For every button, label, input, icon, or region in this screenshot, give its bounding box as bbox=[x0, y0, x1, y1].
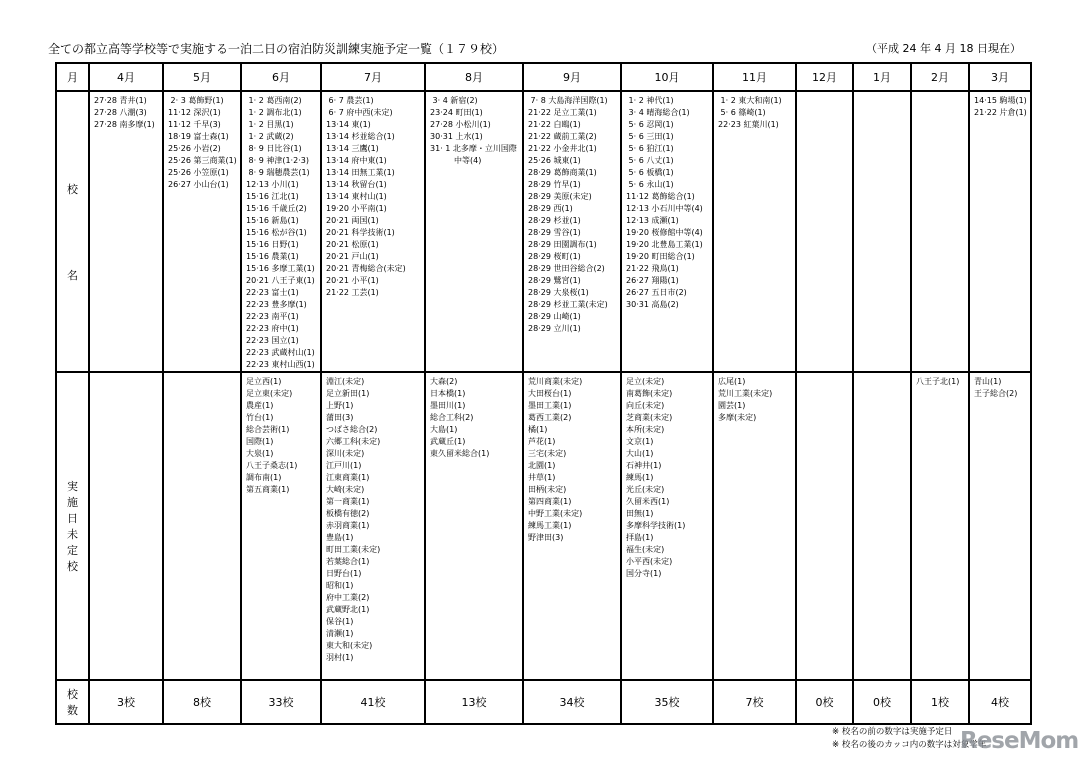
label-char: 数 bbox=[67, 704, 78, 717]
school-entry: 22·23 府中(1) bbox=[246, 324, 299, 333]
school-entry: 21·22 飛鳥(1) bbox=[626, 264, 679, 273]
school-entry: 5· 6 板橋(1) bbox=[626, 168, 674, 177]
school-entry: 多摩科学技術(1) bbox=[626, 521, 686, 530]
scheduled-cell bbox=[969, 91, 1031, 372]
school-entry: 農産(1) bbox=[246, 401, 274, 410]
school-entry: 25·26 城東(1) bbox=[528, 156, 581, 165]
scheduled-cell bbox=[796, 91, 853, 372]
school-entry: 府中工業(2) bbox=[326, 593, 370, 602]
school-list bbox=[912, 92, 968, 95]
school-entry: 1· 2 神代(1) bbox=[626, 96, 674, 105]
school-entry: つばさ総合(2) bbox=[326, 425, 378, 434]
school-entry: 江東商業(1) bbox=[326, 473, 370, 482]
school-entry: 20·21 青梅総合(未定) bbox=[326, 264, 406, 273]
label-char: 施 bbox=[67, 496, 78, 509]
school-entry: 芝商業(未定) bbox=[626, 413, 673, 422]
school-entry: 22·23 豊多摩(1) bbox=[246, 300, 307, 309]
school-entry: 8· 9 瑞穂農芸(1) bbox=[246, 168, 310, 177]
school-count: 1校 bbox=[911, 680, 969, 724]
scheduled-cell bbox=[241, 91, 321, 372]
school-entry: 六郷工科(未定) bbox=[326, 437, 381, 446]
school-entry: 調布南(1) bbox=[246, 473, 282, 482]
month-header: 2月 bbox=[911, 63, 969, 91]
label-char: 名 bbox=[67, 268, 78, 282]
school-entry: 11·12 深沢(1) bbox=[168, 108, 221, 117]
school-entry: 1· 2 東大和南(1) bbox=[718, 96, 782, 105]
school-entry: 多摩(未定) bbox=[718, 413, 757, 422]
school-entry: 第五商業(1) bbox=[246, 485, 290, 494]
school-entry: 拝島(1) bbox=[626, 533, 654, 542]
school-entry: 2· 3 葛飾野(1) bbox=[168, 96, 224, 105]
school-entry: 大泉(1) bbox=[246, 449, 274, 458]
school-entry: 橘(1) bbox=[528, 425, 548, 434]
school-entry: 光丘(未定) bbox=[626, 485, 665, 494]
school-list bbox=[524, 92, 620, 335]
school-entry: 竹台(1) bbox=[246, 413, 274, 422]
school-list bbox=[622, 373, 712, 580]
school-entry: 南葛飾(未定) bbox=[626, 389, 673, 398]
school-list bbox=[426, 373, 522, 460]
school-entry: 28·29 桜町(1) bbox=[528, 252, 581, 261]
month-header: 3月 bbox=[969, 63, 1031, 91]
school-entry: 21·22 小金井北(1) bbox=[528, 144, 597, 153]
school-list bbox=[242, 92, 320, 371]
school-entry: 1· 2 武蔵(2) bbox=[246, 132, 294, 141]
school-entry: 足立東(未定) bbox=[246, 389, 293, 398]
school-entry: 13·14 府中東(1) bbox=[326, 156, 387, 165]
school-entry: 15·16 農業(1) bbox=[246, 252, 299, 261]
school-list bbox=[322, 92, 424, 299]
label-char: 校 bbox=[67, 688, 78, 701]
school-entry: 21·22 工芸(1) bbox=[326, 288, 379, 297]
month-label: 月 bbox=[56, 63, 89, 91]
school-entry: 8· 9 神津(1·2·3) bbox=[246, 156, 309, 165]
school-entry: 福生(未定) bbox=[626, 545, 665, 554]
scheduled-label bbox=[56, 91, 89, 372]
school-entry: 赤羽商業(1) bbox=[326, 521, 370, 530]
school-entry: 上野(1) bbox=[326, 401, 354, 410]
school-entry: 28·29 葛飾商業(1) bbox=[528, 168, 597, 177]
school-entry: 井草(1) bbox=[528, 473, 556, 482]
school-entry: 三宅(未定) bbox=[528, 449, 567, 458]
document-title: 全ての都立高等学校等で実施する一泊二日の宿泊防災訓練実施予定一覧（１７９校） bbox=[48, 42, 505, 56]
school-entry: 28·29 大泉桜(1) bbox=[528, 288, 589, 297]
school-entry: 13·14 秋留台(1) bbox=[326, 180, 387, 189]
undecided-cell bbox=[621, 372, 713, 680]
label-char: 日 bbox=[67, 512, 78, 525]
school-entry: 武蔵丘(1) bbox=[430, 437, 466, 446]
school-entry: 本所(未定) bbox=[626, 425, 665, 434]
scheduled-cell bbox=[621, 91, 713, 372]
school-entry: 31· 1 北多摩・立川国際 bbox=[430, 144, 517, 153]
school-entry: 羽村(1) bbox=[326, 653, 354, 662]
school-entry: 22·23 国立(1) bbox=[246, 336, 299, 345]
scheduled-cell bbox=[713, 91, 796, 372]
school-entry: 日野台(1) bbox=[326, 569, 362, 578]
scheduled-cell bbox=[523, 91, 621, 372]
school-list bbox=[164, 373, 240, 376]
school-entry: 28·29 田園調布(1) bbox=[528, 240, 597, 249]
month-header: 9月 bbox=[523, 63, 621, 91]
school-list bbox=[714, 373, 795, 424]
school-entry: 25·26 小岩(2) bbox=[168, 144, 221, 153]
school-entry: 21·22 白鴎(1) bbox=[528, 120, 581, 129]
school-entry: 5· 6 篠崎(1) bbox=[718, 108, 766, 117]
month-header: 5月 bbox=[163, 63, 241, 91]
school-entry: 5· 6 永山(1) bbox=[626, 180, 674, 189]
school-entry: 19·20 町田総合(1) bbox=[626, 252, 695, 261]
school-entry: 国分寺(1) bbox=[626, 569, 662, 578]
as-of-date: （平成 24 年 4 月 18 日現在） bbox=[866, 42, 1021, 55]
school-entry: 足立新田(1) bbox=[326, 389, 370, 398]
schedule-table bbox=[55, 62, 1032, 725]
school-list bbox=[970, 92, 1030, 119]
school-entry: 田柄(未定) bbox=[528, 485, 567, 494]
school-entry: 大田桜台(1) bbox=[528, 389, 572, 398]
school-entry: 若葉総合(1) bbox=[326, 557, 370, 566]
school-entry: 22·23 紅葉川(1) bbox=[718, 120, 779, 129]
spacer bbox=[57, 197, 88, 267]
school-entry: 28·29 立川(1) bbox=[528, 324, 581, 333]
school-entry: 15·16 新島(1) bbox=[246, 216, 299, 225]
school-count: 34校 bbox=[523, 680, 621, 724]
undecided-cell bbox=[911, 372, 969, 680]
undecided-row bbox=[56, 372, 1031, 680]
school-entry: 11·12 千早(3) bbox=[168, 120, 221, 129]
school-entry: 北園(1) bbox=[528, 461, 556, 470]
footnote: ※ 校名の後のカッコ内の数字は対象学年 bbox=[832, 740, 987, 750]
school-entry: 13·14 三鷹(1) bbox=[326, 144, 379, 153]
school-entry: 8· 9 日比谷(1) bbox=[246, 144, 302, 153]
school-entry: 21·22 蔵前工業(2) bbox=[528, 132, 597, 141]
school-entry: 22·23 武蔵村山(1) bbox=[246, 348, 315, 357]
school-entry: 1· 2 目黒(1) bbox=[246, 120, 294, 129]
school-count: 4校 bbox=[969, 680, 1031, 724]
school-entry: 18·19 富士森(1) bbox=[168, 132, 229, 141]
school-entry: 28·29 竹早(1) bbox=[528, 180, 581, 189]
school-entry: 22·23 富士(1) bbox=[246, 288, 299, 297]
scheduled-cell bbox=[321, 91, 425, 372]
school-entry: 28·29 雪谷(1) bbox=[528, 228, 581, 237]
school-count: 8校 bbox=[163, 680, 241, 724]
school-entry: 21·22 足立工業(1) bbox=[528, 108, 597, 117]
scheduled-row bbox=[56, 91, 1031, 372]
school-entry: 久留米西(1) bbox=[626, 497, 670, 506]
school-entry: 大島(1) bbox=[430, 425, 458, 434]
school-entry: 20·21 両国(1) bbox=[326, 216, 379, 225]
school-entry: 20·21 八王子東(1) bbox=[246, 276, 315, 285]
school-entry: 27·28 南多摩(1) bbox=[94, 120, 155, 129]
school-entry: 広尾(1) bbox=[718, 377, 746, 386]
school-entry: 荒川商業(未定) bbox=[528, 377, 583, 386]
month-header: 11月 bbox=[713, 63, 796, 91]
month-header: 8月 bbox=[425, 63, 523, 91]
school-entry: 深川(未定) bbox=[326, 449, 365, 458]
undecided-cell bbox=[321, 372, 425, 680]
school-entry: 野津田(3) bbox=[528, 533, 564, 542]
school-entry: 中等(4) bbox=[430, 156, 482, 165]
header-row bbox=[56, 63, 1031, 91]
school-entry: 石神井(1) bbox=[626, 461, 662, 470]
school-entry: 20·21 松原(1) bbox=[326, 240, 379, 249]
school-entry: 30·31 上水(1) bbox=[430, 132, 483, 141]
school-entry: 総合工科(2) bbox=[430, 413, 474, 422]
school-list bbox=[622, 92, 712, 311]
school-entry: 26·27 小山台(1) bbox=[168, 180, 229, 189]
school-entry: 1· 2 葛西南(2) bbox=[246, 96, 302, 105]
label-char: 未 bbox=[67, 528, 78, 541]
month-header: 1月 bbox=[853, 63, 911, 91]
school-entry: 大山(1) bbox=[626, 449, 654, 458]
school-entry: 12·13 小石川中等(4) bbox=[626, 204, 703, 213]
school-entry: 東大和(未定) bbox=[326, 641, 373, 650]
school-entry: 28·29 杉並工業(未定) bbox=[528, 300, 608, 309]
school-entry: 町田工業(未定) bbox=[326, 545, 381, 554]
school-entry: 25·26 小笠原(1) bbox=[168, 168, 229, 177]
school-entry: 八王子桑志(1) bbox=[246, 461, 298, 470]
school-entry: 28·29 世田谷総合(2) bbox=[528, 264, 605, 273]
undecided-cell bbox=[163, 372, 241, 680]
school-entry: 25·26 第三商業(1) bbox=[168, 156, 237, 165]
school-entry: 6· 7 府中西(未定) bbox=[326, 108, 393, 117]
school-list bbox=[322, 373, 424, 664]
undecided-cell bbox=[89, 372, 163, 680]
school-entry: 第四商業(1) bbox=[528, 497, 572, 506]
school-entry: 日本橋(1) bbox=[430, 389, 466, 398]
school-entry: 中野工業(未定) bbox=[528, 509, 583, 518]
school-entry: 26·27 翔陽(1) bbox=[626, 276, 679, 285]
school-entry: 小平西(未定) bbox=[626, 557, 673, 566]
undecided-cell bbox=[713, 372, 796, 680]
school-entry: 20·21 小平(1) bbox=[326, 276, 379, 285]
school-entry: 15·16 松が谷(1) bbox=[246, 228, 307, 237]
school-entry: 22·23 東村山西(1) bbox=[246, 360, 315, 369]
undecided-cell bbox=[969, 372, 1031, 680]
school-entry: 練馬(1) bbox=[626, 473, 654, 482]
school-entry: 保谷(1) bbox=[326, 617, 354, 626]
school-entry: 清瀬(1) bbox=[326, 629, 354, 638]
school-entry: 3· 4 新宿(2) bbox=[430, 96, 478, 105]
school-entry: 28·29 西(1) bbox=[528, 204, 573, 213]
school-entry: 昭和(1) bbox=[326, 581, 354, 590]
resemom-logo: ReseMom bbox=[960, 728, 1079, 754]
school-entry: 6· 7 農芸(1) bbox=[326, 96, 374, 105]
school-entry: 30·31 高島(2) bbox=[626, 300, 679, 309]
school-entry: 葛西工業(2) bbox=[528, 413, 572, 422]
school-entry: 28·29 鷺宮(1) bbox=[528, 276, 581, 285]
school-entry: 23·24 町田(1) bbox=[430, 108, 483, 117]
undecided-label bbox=[56, 372, 89, 680]
school-entry: 5· 6 八丈(1) bbox=[626, 156, 674, 165]
school-entry: 27·28 小松川(1) bbox=[430, 120, 491, 129]
school-entry: 13·14 田無工業(1) bbox=[326, 168, 395, 177]
school-entry: 15·16 多摩工業(1) bbox=[246, 264, 315, 273]
school-entry: 向丘(未定) bbox=[626, 401, 665, 410]
school-entry: 総合芸術(1) bbox=[246, 425, 290, 434]
school-entry: 13·14 東村山(1) bbox=[326, 192, 387, 201]
undecided-cell bbox=[241, 372, 321, 680]
school-list bbox=[242, 373, 320, 496]
school-list bbox=[970, 373, 1030, 400]
label-char: 定 bbox=[67, 544, 78, 557]
school-entry: 28·29 美原(未定) bbox=[528, 192, 592, 201]
school-list bbox=[164, 92, 240, 191]
school-entry: 19·20 小平南(1) bbox=[326, 204, 387, 213]
school-entry: 27·28 青井(1) bbox=[94, 96, 147, 105]
count-row bbox=[56, 680, 1031, 724]
school-entry: 国際(1) bbox=[246, 437, 274, 446]
month-header: 7月 bbox=[321, 63, 425, 91]
footnote: ※ 校名の前の数字は実施予定日 bbox=[832, 727, 953, 737]
school-entry: 武蔵野北(1) bbox=[326, 605, 370, 614]
month-header: 6月 bbox=[241, 63, 321, 91]
school-entry: 13·14 東(1) bbox=[326, 120, 371, 129]
school-entry: 22·23 南平(1) bbox=[246, 312, 299, 321]
label-char: 実 bbox=[67, 480, 78, 493]
school-entry: 28·29 杉並(1) bbox=[528, 216, 581, 225]
school-count: 41校 bbox=[321, 680, 425, 724]
school-entry: 芦花(1) bbox=[528, 437, 556, 446]
undecided-cell bbox=[796, 372, 853, 680]
label-char: 校 bbox=[67, 560, 78, 573]
school-entry: 5· 6 狛江(1) bbox=[626, 144, 674, 153]
school-list bbox=[524, 373, 620, 544]
school-list bbox=[797, 373, 852, 376]
school-entry: 墨田川(1) bbox=[430, 401, 466, 410]
school-entry: 淵江(未定) bbox=[326, 377, 365, 386]
undecided-cell bbox=[853, 372, 911, 680]
school-entry: 14·15 駒場(1) bbox=[974, 96, 1027, 105]
school-list bbox=[854, 373, 910, 376]
school-entry: 15·16 江北(1) bbox=[246, 192, 299, 201]
school-entry: 20·21 科学技術(1) bbox=[326, 228, 395, 237]
scheduled-cell bbox=[853, 91, 911, 372]
school-count: 7校 bbox=[713, 680, 796, 724]
count-label bbox=[56, 680, 89, 724]
school-entry: 八王子北(1) bbox=[916, 377, 960, 386]
school-entry: 12·13 成瀬(1) bbox=[626, 216, 679, 225]
school-entry: 園芸(1) bbox=[718, 401, 746, 410]
label-char: 校 bbox=[67, 182, 78, 196]
school-entry: 11·12 葛飾総合(1) bbox=[626, 192, 695, 201]
school-entry: 12·13 小川(1) bbox=[246, 180, 299, 189]
school-entry: 豊島(1) bbox=[326, 533, 354, 542]
school-entry: 足立西(1) bbox=[246, 377, 282, 386]
school-entry: 28·29 山崎(1) bbox=[528, 312, 581, 321]
school-entry: 墨田工業(1) bbox=[528, 401, 572, 410]
undecided-cell bbox=[523, 372, 621, 680]
school-list bbox=[854, 92, 910, 95]
school-entry: 15·16 日野(1) bbox=[246, 240, 299, 249]
school-count: 0校 bbox=[853, 680, 911, 724]
school-entry: 江戸川(1) bbox=[326, 461, 362, 470]
school-list bbox=[90, 373, 162, 376]
school-entry: 15·16 千歳丘(2) bbox=[246, 204, 307, 213]
school-entry: 田無(1) bbox=[626, 509, 654, 518]
school-entry: 大崎(未定) bbox=[326, 485, 365, 494]
month-header: 12月 bbox=[796, 63, 853, 91]
scheduled-cell bbox=[425, 91, 523, 372]
school-entry: 蒲田(3) bbox=[326, 413, 354, 422]
school-entry: 板橋有徳(2) bbox=[326, 509, 370, 518]
school-entry: 大森(2) bbox=[430, 377, 458, 386]
school-entry: 1· 2 調布北(1) bbox=[246, 108, 302, 117]
school-list bbox=[714, 92, 795, 131]
school-entry: 足立(未定) bbox=[626, 377, 665, 386]
school-entry: 王子総合(2) bbox=[974, 389, 1018, 398]
school-list bbox=[912, 373, 968, 388]
school-list bbox=[797, 92, 852, 95]
school-entry: 19·20 桜修館中等(4) bbox=[626, 228, 703, 237]
school-entry: 文京(1) bbox=[626, 437, 654, 446]
month-header: 4月 bbox=[89, 63, 163, 91]
scheduled-cell bbox=[163, 91, 241, 372]
scheduled-cell bbox=[911, 91, 969, 372]
school-entry: 27·28 八潮(3) bbox=[94, 108, 147, 117]
school-entry: 青山(1) bbox=[974, 377, 1002, 386]
school-entry: 3· 4 晴海総合(1) bbox=[626, 108, 690, 117]
school-count: 13校 bbox=[425, 680, 523, 724]
school-entry: 20·21 戸山(1) bbox=[326, 252, 379, 261]
school-list bbox=[426, 92, 522, 167]
scheduled-cell bbox=[89, 91, 163, 372]
month-header: 10月 bbox=[621, 63, 713, 91]
school-count: 33校 bbox=[241, 680, 321, 724]
school-entry: 荒川工業(未定) bbox=[718, 389, 773, 398]
school-entry: 5· 6 忍岡(1) bbox=[626, 120, 674, 129]
school-entry: 7· 8 大島海洋国際(1) bbox=[528, 96, 608, 105]
school-entry: 19·20 北豊島工業(1) bbox=[626, 240, 703, 249]
undecided-cell bbox=[425, 372, 523, 680]
school-entry: 第一商業(1) bbox=[326, 497, 370, 506]
school-entry: 5· 6 三田(1) bbox=[626, 132, 674, 141]
school-entry: 26·27 五日市(2) bbox=[626, 288, 687, 297]
school-count: 3校 bbox=[89, 680, 163, 724]
school-entry: 21·22 片倉(1) bbox=[974, 108, 1027, 117]
school-entry: 東久留米総合(1) bbox=[430, 449, 490, 458]
school-entry: 練馬工業(1) bbox=[528, 521, 572, 530]
school-count: 0校 bbox=[796, 680, 853, 724]
school-count: 35校 bbox=[621, 680, 713, 724]
school-entry: 13·14 杉並総合(1) bbox=[326, 132, 395, 141]
school-list bbox=[90, 92, 162, 131]
